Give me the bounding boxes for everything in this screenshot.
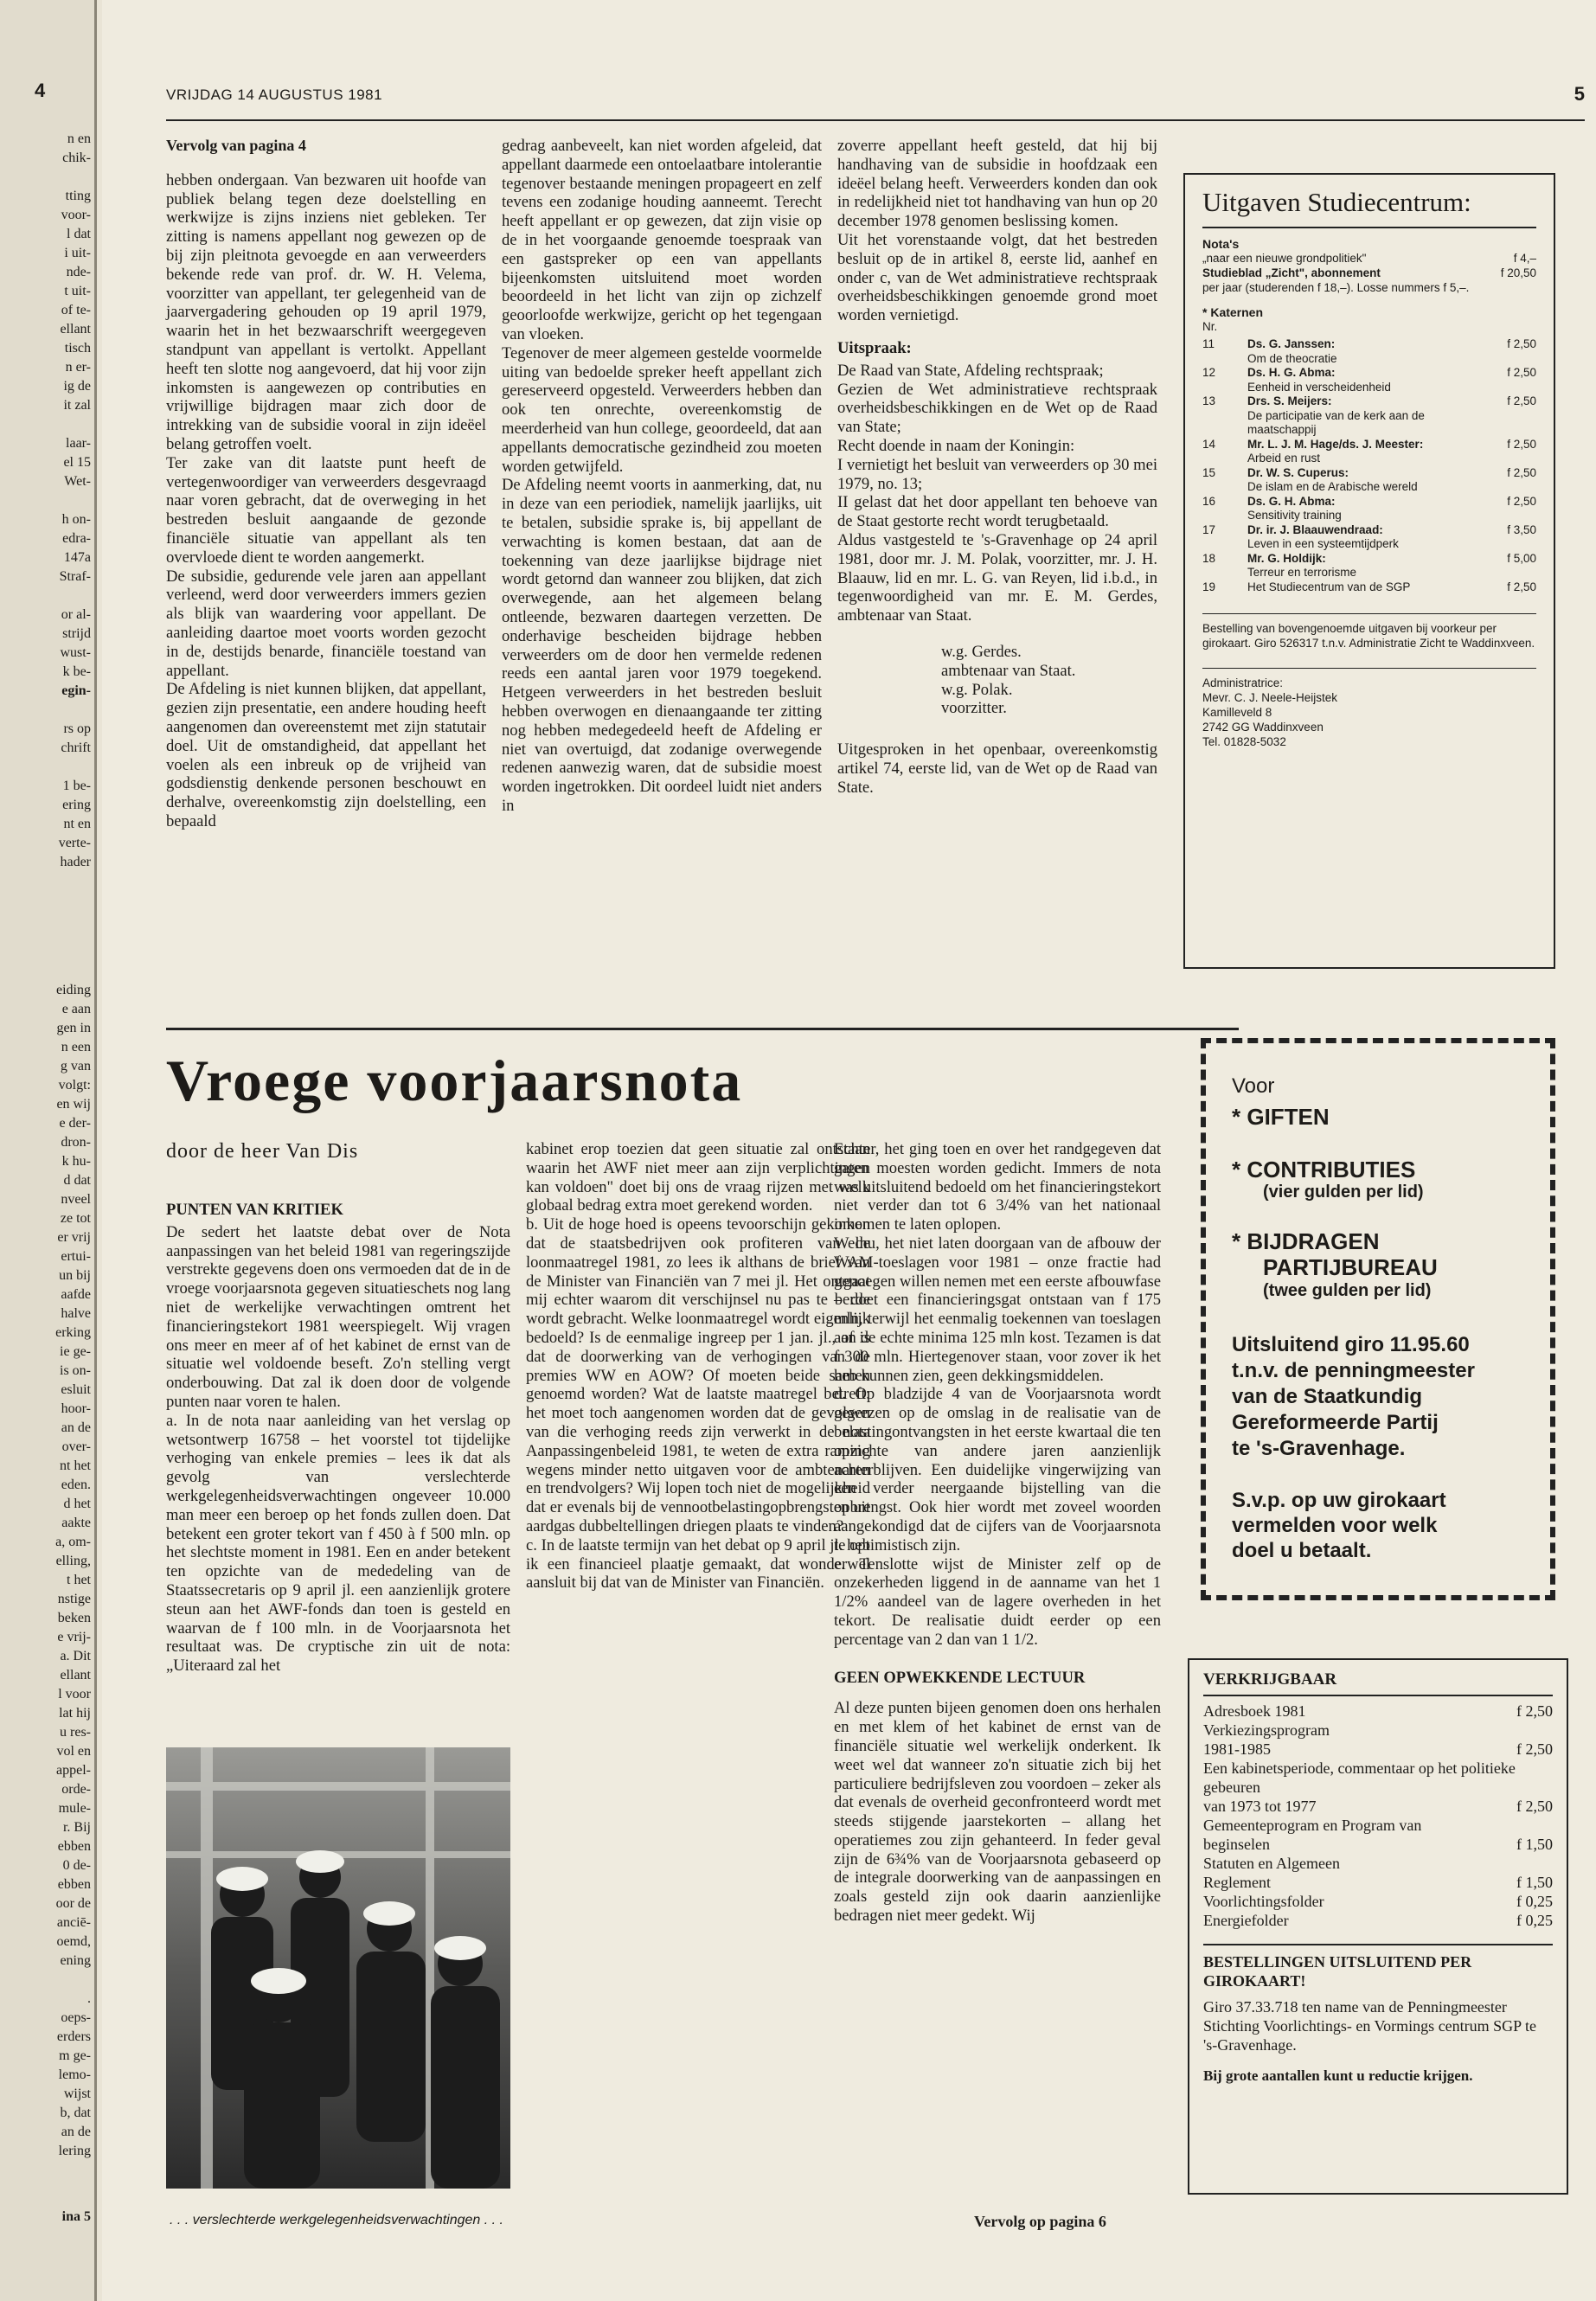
giro-line: van de Staatkundig xyxy=(1232,1385,1423,1408)
previous-page-fragment: n er- xyxy=(65,360,91,375)
publication-item xyxy=(1203,1797,1553,1816)
katern-number: 17 xyxy=(1202,522,1216,536)
publication-label: Gemeenteprogram en Program van xyxy=(1203,1817,1422,1834)
katernen-table xyxy=(1202,337,1536,594)
katern-title: Arbeid en rust xyxy=(1247,452,1321,465)
signature-line: voorzitter. xyxy=(941,699,1007,718)
previous-page-fragment: lemo- xyxy=(58,2067,91,2082)
paragraph: e. Tenslotte wijst de Minister zelf op de onzekerheden liggend in de aanname van het 1 1/2% aandeel van de lagere overheden in het tekort. De realisatie duidt eerder op een percentage van 2 dan van 1 1/2. xyxy=(834,1554,1161,1649)
previous-page-fragment: nt het xyxy=(60,1458,91,1473)
katern-number: 15 xyxy=(1202,465,1216,479)
publication-label: Adresboek 1981 xyxy=(1203,1702,1306,1720)
main-article-col-2 xyxy=(526,1140,870,1593)
katern-description xyxy=(1247,552,1476,580)
previous-page-footer: ina 5 xyxy=(61,2209,91,2224)
katern-row xyxy=(1202,580,1536,595)
previous-page-fragment: egin- xyxy=(61,683,91,698)
katern-description xyxy=(1247,466,1476,495)
nota-price: f 4,– xyxy=(1513,252,1536,265)
section-divider xyxy=(166,1028,1239,1030)
previous-page-fragment: tisch xyxy=(64,341,91,356)
katern-author: Mr. G. Holdijk: xyxy=(1247,551,1326,565)
paragraph: De subsidie, gedurende vele jaren aan appellant verleend, werd door verweerders immers gezien als blijk van waardering voor appellant. De aanleiding daartoe moet voorts worden gezocht in de, destijds benarde, financiële toestand van appellant. xyxy=(166,567,486,680)
katern-row xyxy=(1202,552,1536,580)
nota-item xyxy=(1202,251,1536,266)
publication-label: Verkiezingsprogram xyxy=(1203,1721,1330,1739)
katern-number: 18 xyxy=(1202,551,1216,565)
paragraph: De sedert het laatste debat over de Nota aanpassingen van het beleid 1981 van regeringszijde verstrekte gegevens doen ons vermoeden dat de in de vroege voorjaarsnota gegeven situatieschets nog lang niet de werkelijke verwachtingen omtrent het financieringstekort 1981 weerspiegelt. Wij vragen ons meer en meer af of het kabinet de ernst van de situatie wel voldoende beseft. Zo'n stelling vergt onderbouwing. Dat zal ik doen door de volgende punten naar voren te halen. xyxy=(166,1222,510,1411)
previous-page-fragment: t uit- xyxy=(64,284,91,298)
previous-page-fragment: anciē- xyxy=(56,1915,91,1930)
paragraph: Uit het vorenstaande volgt, dat het bestreden besluit op de in artikel 8, eerste lid, aanhef en onder c, van de Wet administratieve rechtspraak overheidsbeschikkingen genoemde grond moet worden vernietigd. xyxy=(837,230,1157,325)
previous-page-fragment: elling, xyxy=(55,1554,91,1568)
header-rule xyxy=(166,119,1585,121)
publications-sidebar xyxy=(1183,173,1555,969)
previous-page-fragment: a, om- xyxy=(55,1535,91,1549)
paragraph: Echter, het ging toen en over het randgegeven dat gaten moesten worden gedicht. Immers de nota was uitsluitend bedoeld om het financieringstekort niet verder dan tot 6 3/4% van het nationaal inkomen te laten oplopen. xyxy=(834,1140,1161,1234)
katern-title: Leven in een systeemtijdperk xyxy=(1247,537,1399,550)
previous-page-fragment: wijst xyxy=(63,2086,91,2101)
publication-item xyxy=(1203,1702,1553,1721)
previous-page-fragment: e der- xyxy=(59,1116,91,1131)
katern-row xyxy=(1202,337,1536,366)
previous-page-fragment: k be- xyxy=(62,664,91,679)
studieblad-price: f 20,50 xyxy=(1500,266,1536,279)
box-intro: Voor xyxy=(1232,1074,1275,1098)
previous-page-fragment: edra- xyxy=(62,531,91,546)
previous-page-fragment: un bij xyxy=(59,1268,91,1283)
publication-item xyxy=(1203,1854,1553,1873)
previous-page-fragment: strijd xyxy=(62,626,91,641)
signature-line: w.g. Gerdes. xyxy=(941,642,1022,661)
paragraph: Welnu, het niet laten doorgaan van de afbouw der WAM-toeslagen voor 1981 – onze fractie had genoegen willen nemen met een eerste afbouwfase – doet een financieringsgat ontstaan van f 175 mln, terwijl het eenmalig toekennen van toeslagen aan de echte minima 125 mln kost. Tezamen is dat f 300 mln. Hiertegenover staan, voor zover ik het heb kunnen zien, geen dekkingsmiddelen. xyxy=(834,1234,1161,1385)
publication-price: f 0,25 xyxy=(1516,1912,1553,1929)
publication-label: 1981-1985 xyxy=(1203,1740,1271,1758)
publication-price: f 2,50 xyxy=(1516,1798,1553,1815)
previous-page-fragment: it zal xyxy=(63,398,91,413)
katern-author: Ds. H. G. Abma: xyxy=(1247,366,1336,379)
section-heading: GEEN OPWEKKENDE LECTUUR xyxy=(834,1668,1086,1687)
studieblad-note: per jaar (studerenden f 18,–). Losse nummers f 5,–. xyxy=(1202,281,1470,294)
katern-number: 19 xyxy=(1202,580,1216,593)
previous-page-fragment: wust- xyxy=(60,645,91,660)
notas-heading: Nota's xyxy=(1202,237,1240,251)
katern-row xyxy=(1202,523,1536,552)
previous-page-fragment: hoor- xyxy=(61,1401,91,1416)
katern-title: Terreur en terrorisme xyxy=(1247,566,1357,579)
top-article-col-1 xyxy=(166,137,486,831)
previous-page-fragment: 1 be- xyxy=(62,779,91,793)
bijdragen-note: (twee gulden per lid) xyxy=(1263,1281,1432,1300)
katern-title: De participatie van de kerk aan de maatschappij xyxy=(1247,408,1425,436)
publication-price: f 0,25 xyxy=(1516,1893,1553,1910)
previous-page-fragment: an de xyxy=(61,1420,91,1435)
katern-title: Het Studiecentrum van de SGP xyxy=(1247,580,1411,593)
paragraph: Aldus vastgesteld te 's-Gravenhage op 24 april 1981, door mr. J. M. Polak, voorzitter, mr. J. H. Blaauw, lid en mr. L. G. van Reyen, lid i.b.d., in tegenwoordigheid van mr. E. M. Gerdes, ambtenaar van Staat. xyxy=(837,530,1157,625)
signature-block xyxy=(941,643,1157,718)
giro-line: Uitsluitend giro 11.95.60 xyxy=(1232,1333,1470,1356)
katern-title: Sensitivity training xyxy=(1247,509,1342,522)
katern-title: De islam en de Arabische wereld xyxy=(1247,480,1418,493)
katern-description xyxy=(1247,366,1476,394)
workers-photo xyxy=(166,1747,510,2189)
previous-page-fragment: orde- xyxy=(61,1782,91,1797)
previous-page-fragment: d dat xyxy=(63,1173,91,1188)
contributies-item: * CONTRIBUTIES xyxy=(1232,1157,1416,1183)
previous-page-fragment: lering xyxy=(58,2144,91,2158)
contributies-note: (vier gulden per lid) xyxy=(1263,1183,1424,1202)
katern-price: f 2,50 xyxy=(1507,580,1536,593)
previous-page-fragment: ertui- xyxy=(61,1249,91,1264)
nota-title: „naar een nieuwe grondpolitiek" xyxy=(1202,252,1367,265)
sidebar-title: Uitgaven Studiecentrum: xyxy=(1202,187,1536,228)
photo-caption: . . . verslechterde werkgelegenheidsverwachtingen . . . xyxy=(170,2213,503,2227)
katern-author: Dr. ir. J. Blaauwendraad: xyxy=(1247,522,1383,536)
paragraph: De Afdeling is niet kunnen blijken, dat appellant, gezien zijn presentatie, een andere houding heeft aangenomen dan overeenstemt met zijn statutair doel. Uit de omstandigheid, dat appellant het voelen als een inbreuk op de vrijheid van godsdienstig denkende personen beschouwt en derhalve, overeenkomstig zijn doelstelling, een bepaald xyxy=(166,680,486,830)
katern-row xyxy=(1202,366,1536,394)
partijbureau-item: PARTIJBUREAU xyxy=(1263,1254,1438,1280)
paragraph: zoverre appellant heeft gesteld, dat hij bij handhaving van de subsidie in hoofdzaak een ideëel belang heeft. Verweerders konden dan ook in redelijkheid niet tot handhaving van hun op 20 december 1978 genomen beslissing komen. xyxy=(837,137,1157,231)
previous-page-fragment: g van xyxy=(60,1059,91,1074)
previous-page-fragment: 147a xyxy=(63,550,91,565)
katern-title: Eenheid in verscheidenheid xyxy=(1247,380,1391,394)
paragraph: d. Op bladzijde 4 van de Voorjaarsnota wordt gewezen op de omslag in de realisatie van de belastingontvangsten in het eerste kwartaal die ten opzichte van andere jaren aanzienlijk achterblijven. Een duidelijke vingerwijzing van een verder neergaande bijstelling van die opbrengst. Ook hier wordt met zoveel woorden aangekondigd dat de cijfers van de Voorjaarsnota te optimistisch zijn. xyxy=(834,1385,1161,1554)
paragraph: Recht doende in naam der Koningin: xyxy=(837,436,1075,455)
svp-line: vermelden voor welk xyxy=(1232,1514,1438,1537)
giro-info xyxy=(1232,1332,1524,1462)
previous-page-fragment: verte- xyxy=(58,836,91,850)
publication-item xyxy=(1203,1759,1553,1797)
publication-item xyxy=(1203,1740,1553,1759)
previous-page-fragment: Straf- xyxy=(59,569,91,584)
discount-note: Bij grote aantallen kunt u reductie krijgen. xyxy=(1203,2067,1473,2084)
signature-line: ambtenaar van Staat. xyxy=(941,661,1076,680)
katern-number: 12 xyxy=(1202,366,1216,379)
katern-number: 11 xyxy=(1202,337,1215,350)
page-number: 5 xyxy=(1574,83,1585,105)
article-headline: Vroege voorjaarsnota xyxy=(166,1048,743,1113)
previous-page-fragment: dron- xyxy=(61,1135,91,1150)
studieblad-title: Studieblad „Zicht", abonnement xyxy=(1202,266,1381,279)
page-date: VRIJDAG 14 AUGUSTUS 1981 xyxy=(166,87,383,103)
previous-page-fragment: over- xyxy=(61,1439,91,1454)
admin-line: Tel. 01828-5032 xyxy=(1202,735,1286,748)
katern-price: f 5,00 xyxy=(1507,551,1536,565)
paragraph: a. In de nota naar aanleiding van het verslag op wetsontwerp 16758 – het voorstel tot tijdelijke verhoging van enkele premies – lees ik dat als gevolg van verslechterde werkgelegenheidsverwachtingen ongeveer 10.000 man meer een beroep op het fonds zullen doen. Dat betekent een groter tekort van f 450 à f 500 mln. op het slechtste moment in 1981. Een en ander betekent ten opzichte van de mededeling van de Staatssecretaris op 9 april jl. een aanzienlijk grotere steun aan het AWF-fonds dan toen is gesteld en waarvan de f 100 mln. in de Voorjaarsnota het resultaat was. De cryptische zin uit de nota: „Uiteraard zal het xyxy=(166,1411,510,1676)
paragraph: II gelast dat het door appellant ten behoeve van de Staat gestorte recht wordt terugbetaald. xyxy=(837,493,1157,531)
katern-author: Ds. G. Janssen: xyxy=(1247,337,1336,350)
previous-page-fragment: en wij xyxy=(56,1097,91,1112)
paragraph: Ter zake van dit laatste punt heeft de vertegenwoordiger van verweerders desgevraagd naar voren gebracht, dat de overweging in het bestreden besluit aangaande de gezonde financiële situatie van appellant als ten overvloede dient te worden aangemerkt. xyxy=(166,453,486,567)
previous-page-fragment: nt en xyxy=(63,817,91,831)
previous-page-fragment: erders xyxy=(56,2029,91,2044)
previous-page-fragment: t het xyxy=(67,1573,91,1587)
giro-line: te 's-Gravenhage. xyxy=(1232,1437,1406,1460)
previous-page-fragment: oemd, xyxy=(56,1934,91,1949)
previous-page-fragment: Wet- xyxy=(64,474,91,489)
previous-page-fragment: u res- xyxy=(60,1725,91,1740)
katern-author: Drs. S. Meijers: xyxy=(1247,394,1332,407)
admin-line: Kamilleveld 8 xyxy=(1202,706,1272,719)
continued-from-label: Vervolg van pagina 4 xyxy=(166,137,306,154)
katern-number: 16 xyxy=(1202,494,1216,508)
previous-page-fragment: halve xyxy=(61,1306,91,1321)
previous-page-fragment: mule- xyxy=(58,1801,91,1816)
previous-page-fragment: h on- xyxy=(61,512,91,527)
katern-number: 13 xyxy=(1202,394,1216,407)
previous-page-fragment: ig de xyxy=(63,379,91,394)
previous-page-fragment: . xyxy=(87,1991,91,2006)
previous-page-fragment: hader xyxy=(60,855,91,869)
previous-page-fragment: n een xyxy=(61,1040,91,1054)
previous-page-fragment: gen in xyxy=(56,1021,91,1035)
previous-page-fragment: ebben xyxy=(57,1877,91,1892)
admin-line: Mevr. C. J. Neele-Heijstek xyxy=(1202,691,1338,704)
paragraph: Tegenover de meer algemeen gestelde voormelde uiting van bedoelde spreker heeft appellant zich gereserveerd opgesteld. Verweerders hebben dan ook ten onrechte, overeenkomstig de meerderheid van hun college, geoordeeld, dat aan appellants democratische gezindheid zou moeten worden getwijfeld. xyxy=(502,343,822,476)
previous-page-fragment: oeps- xyxy=(61,2010,91,2025)
katern-author: Dr. W. S. Cuperus: xyxy=(1247,465,1349,479)
katern-description xyxy=(1247,394,1476,438)
section-heading: Uitspraak: xyxy=(837,338,912,357)
continued-on-label: Vervolg op pagina 6 xyxy=(974,2213,1106,2230)
previous-page-fragment: ze tot xyxy=(60,1211,91,1226)
publication-price: f 2,50 xyxy=(1516,1702,1553,1720)
previous-page-fragment: rs op xyxy=(63,721,91,736)
previous-page-fragment: chrift xyxy=(61,740,91,755)
order-note: Bestelling van bovengenoemde uitgaven bij voorkeur per girokaart. Giro 526317 t.n.v. Administratie Zicht te Waddinxveen. xyxy=(1202,613,1536,651)
previous-page-fragment: m ge- xyxy=(59,2048,91,2063)
previous-page-fragment: oor de xyxy=(55,1896,91,1911)
publication-label: Energiefolder xyxy=(1203,1912,1289,1929)
svp-line: S.v.p. op uw girokaart xyxy=(1232,1489,1446,1512)
previous-page-fragment: nstige xyxy=(57,1592,91,1606)
previous-page-fragment: chik- xyxy=(62,151,91,165)
previous-page-fragment: k hu- xyxy=(61,1154,91,1169)
previous-page-fragment: e vrij- xyxy=(57,1630,91,1644)
previous-page-fragment: er vrij xyxy=(57,1230,91,1245)
publication-item xyxy=(1203,1835,1553,1854)
paragraph: c. In de laatste termijn van het debat op 9 april jl. heb ik een financieel plaatje gemaakt, dat wonderwel aansluit bij dat van de Minister van Financiën. xyxy=(526,1535,870,1593)
previous-page-fragment: ering xyxy=(62,798,91,812)
admin-line: 2742 GG Waddinxveen xyxy=(1202,721,1324,734)
katern-price: f 2,50 xyxy=(1507,437,1536,451)
previous-page-fragment: e aan xyxy=(61,1002,91,1016)
previous-page-fragment: a. Dit xyxy=(60,1649,91,1663)
katern-price: f 2,50 xyxy=(1507,465,1536,479)
publication-price: f 2,50 xyxy=(1516,1740,1553,1758)
previous-page-fragment: ebben xyxy=(57,1839,91,1854)
publication-list xyxy=(1203,1702,1553,1930)
previous-page-fragment: i uit- xyxy=(64,246,91,260)
paragraph: Al deze punten bijeen genomen doen ons herhalen en met klem of het kabinet de ernst van de financiële situatie wel werkelijk onderkent. Ik weet wel dat wanneer zo'n situatie zich bij het particuliere bedrijfsleven zou voordoen – zeker als dat evenals de overheid geconfronteerd wordt met steeds stijgende jaarstekorten – allang het operatiemes zou zijn gehanteerd. In feder geval zijn de 6¾% van de Voorjaarsnota gebaseerd op de integrale doorwerking van de aanpassingen en zoals gesteld zijn ook daarin aanzienlijke bedragen niet meer gedekt. Wij xyxy=(834,1699,1161,1926)
previous-page-fragment: lat hij xyxy=(59,1706,91,1721)
workers-photo-image xyxy=(166,1747,510,2189)
publication-item xyxy=(1203,1721,1553,1740)
bijdragen-item: * BIJDRAGEN xyxy=(1232,1228,1380,1254)
available-publications-box xyxy=(1188,1658,1568,2195)
signature-line: w.g. Polak. xyxy=(941,680,1013,699)
donations-box xyxy=(1201,1038,1555,1600)
previous-page-fragment: laar- xyxy=(66,436,91,451)
previous-page-fragment: ie ge- xyxy=(60,1344,91,1359)
publication-item xyxy=(1203,1911,1553,1930)
top-article-col-3 xyxy=(837,137,1157,798)
previous-page-fragment: eiding xyxy=(56,983,91,997)
page-header xyxy=(166,80,1585,106)
publication-price: f 1,50 xyxy=(1516,1836,1553,1853)
previous-page-fragment: esluit xyxy=(61,1382,91,1397)
order-note: BESTELLINGEN UITSLUITEND PER GIROKAART! xyxy=(1203,1944,1553,1990)
previous-page-fragment: b, dat xyxy=(60,2106,91,2120)
previous-page-fragment: aakte xyxy=(61,1516,91,1530)
previous-page-fragment: eden. xyxy=(61,1477,91,1492)
paragraph: kabinet erop toezien dat geen situatie zal ontstaan waarin het AWF niet meer aan zijn verplichtingen kan voldoen" doet bij ons de vraag rijzen met welk globaal bedrag extra moet gerekend worden. xyxy=(526,1140,870,1215)
giro-line: Gereformeerde Partij xyxy=(1232,1411,1439,1434)
publication-label: Reglement xyxy=(1203,1874,1271,1891)
publication-price: f 1,50 xyxy=(1516,1874,1553,1891)
katern-price: f 2,50 xyxy=(1507,366,1536,379)
previous-page-fragment: vol en xyxy=(56,1744,91,1759)
publication-label: beginselen xyxy=(1203,1836,1270,1853)
katernen-heading: * Katernen xyxy=(1202,305,1264,319)
previous-page-fragment: n en xyxy=(67,131,91,146)
katern-author: Ds. G. H. Abma: xyxy=(1247,494,1336,508)
previous-page-fragment: aafde xyxy=(61,1287,91,1302)
katern-row xyxy=(1202,466,1536,495)
paragraph: gedrag aanbeveelt, kan niet worden afgeleid, dat appellant daarmede een ontoelaatbare intolerantie tegenover bestaande meningen propageert en zelf tevens een zodanige houding aanneemt. Terecht heeft appellant er op gewezen, dat zijn visie op de in het voorgaande genoemde toespraak van een gastspreker op een van appellants bijeenkomsten uitsluitend moet worden beoordeeld in het licht van zijn op zichzelf geoorloofde werkwijze, gericht op het tegengaan van vloeken. xyxy=(502,137,822,343)
katern-description xyxy=(1247,580,1476,595)
admin-address xyxy=(1202,668,1536,749)
svp-line: doel u betaalt. xyxy=(1232,1539,1372,1562)
giro-line: t.n.v. de penningmeester xyxy=(1232,1359,1475,1382)
katern-row xyxy=(1202,394,1536,438)
katern-author: Mr. L. J. M. Hage/ds. J. Meester: xyxy=(1247,437,1424,451)
main-article-col-1 xyxy=(166,1201,510,1676)
previous-page-fragment: or al- xyxy=(61,607,91,622)
katern-number: 14 xyxy=(1202,437,1216,451)
publication-label: van 1973 tot 1977 xyxy=(1203,1798,1317,1815)
previous-page-fragment: d het xyxy=(63,1497,91,1511)
box-title: VERKRIJGBAAR xyxy=(1203,1670,1553,1696)
publication-label: Een kabinetsperiode, commentaar op het politieke gebeuren xyxy=(1203,1759,1516,1796)
previous-page-fragment: erking xyxy=(55,1325,91,1340)
article-byline: door de heer Van Dis xyxy=(166,1140,359,1163)
katern-description xyxy=(1247,337,1476,366)
publication-label: Voorlichtingsfolder xyxy=(1203,1893,1324,1910)
svp-note xyxy=(1232,1488,1524,1563)
previous-page-fragment: nveel xyxy=(61,1192,91,1207)
katern-row xyxy=(1202,438,1536,466)
katern-price: f 2,50 xyxy=(1507,394,1536,407)
newspaper-page xyxy=(102,0,1596,2301)
katern-description xyxy=(1247,438,1476,466)
paragraph: De Afdeling neemt voorts in aanmerking, dat, nu in deze van een periodiek, namelijk jaarlijks, uit te betalen, subsidie sprake is, bij appellant de verwachting is komen bestaan, dat aan de toekenning van deze jaarlijkse bijdrage niet wordt getornd dan wanneer zou blijken, dat zich overwegende, aan het algemeen belang ontleende, bezwaren daartegen verzetten. De onderhavige bescheiden bijdrage hebben verweerders om de door hen vermelde redenen reeds een aantal jaren voor 1979 toegekend. Hetgeen verweerders in het bestreden besluit hebben overwogen en dienaangaande ter zitting nog hebben medegedeeld heeft de Afdeling er niet van overtuigd, dat zodanige overwegende redenen aanwezig waren, dat de subsidie moest worden ingetrokken. Dit oordeel luidt niet anders in xyxy=(502,476,822,815)
previous-page-fragment: voor- xyxy=(61,208,91,222)
previous-page-fragment: l voor xyxy=(58,1687,91,1702)
previous-page-edge xyxy=(0,0,97,2301)
previous-page-fragment: ellant xyxy=(60,322,91,336)
previous-page-fragment: is on- xyxy=(60,1363,91,1378)
nr-label: Nr. xyxy=(1202,320,1218,333)
publication-label: Statuten en Algemeen xyxy=(1203,1855,1340,1872)
giro-info: Giro 37.33.718 ten name van de Penningmeester Stichting Voorlichtings- en Vormings centrum SGP te 's-Gravenhage. xyxy=(1203,1998,1537,2054)
previous-page-fragment: an de xyxy=(61,2125,91,2139)
publication-item xyxy=(1203,1873,1553,1892)
previous-page-fragment: beken xyxy=(57,1611,91,1625)
previous-page-fragment: of te- xyxy=(61,303,91,317)
paragraph: Gezien de Wet administratieve rechtspraak overheidsbeschikkingen en de Wet op de Raad van State; xyxy=(837,380,1157,437)
previous-page-fragment: appel- xyxy=(56,1763,91,1778)
previous-page-fragment: ening xyxy=(60,1953,91,1968)
paragraph: I vernietigt het besluit van verweerders op 30 mei 1979, no. 13; xyxy=(837,455,1157,493)
katern-title: Om de theocratie xyxy=(1247,351,1337,365)
previous-page-fragment: el 15 xyxy=(63,455,91,470)
previous-page-fragment: r. Bij xyxy=(62,1820,91,1835)
previous-page-number: 4 xyxy=(35,80,46,101)
publication-item xyxy=(1203,1816,1553,1835)
main-article-col-3 xyxy=(834,1140,1161,1926)
previous-page-fragment: 0 de- xyxy=(62,1858,91,1873)
section-heading: PUNTEN VAN KRITIEK xyxy=(166,1201,343,1219)
katern-description xyxy=(1247,523,1476,552)
previous-page-fragment: tting xyxy=(65,189,91,203)
previous-page-fragment: ellant xyxy=(60,1668,91,1682)
katern-price: f 3,50 xyxy=(1507,522,1536,536)
katern-description xyxy=(1247,495,1476,523)
previous-page-fragment: volgt: xyxy=(58,1078,91,1093)
paragraph: b. Uit de hoge hoed is opeens tevoorschijn gekomen dat de staatsbedrijven ook profiteren van de loonmaatregel 1981, zo lees ik althans de brief van de Minister van Financiën van 7 mei jl. Het ontgaat mij echter waarom dit verschijnsel nu pas te berde wordt gebracht. Welke loonmaatregel wordt eigenlijk bedoeld? Is de eenmalige ingreep per 1 jan. jl., of is dat de doorwerking van de verhogingen van de premies WW en AOW? Of moeten beide samen genoemd worden? Wat de laatste maatregel betreft: het moet toch aangenomen worden dat de gevolgen van die verhoging reeds zijn verwerkt in de nota Aanpassingenbeleid 1981, te weten de extra raming wegens minder netto uitgaven voor de ambtenaren en trendvolgers? Wij lopen toch niet de mogelijkheid dat er evenals bij de vennootbelastingopbrengsten uit aardgas dubbeltellingen driegen plaats te vinden? xyxy=(526,1215,870,1535)
katern-row xyxy=(1202,495,1536,523)
paragraph: hebben ondergaan. Van bezwaren uit hoofde van publiek belang tegen deze doelstelling en werkwijze is zijns inziens niet gebleken. Ter zitting is namens appellant nog gewezen op de bij zijn pleitnota gevoegde en aan verweerders bekende rede van prof. dr. W. H. Velema, voorzitter van appellant, ter gelegenheid van de jaarvergadering gehouden op 19 april 1979, waarin het in het bezwaarschrift weergegeven standpunt van appellant is vertolkt. Appellant heeft ten slotte nog aangevoerd, dat hij voor zijn inkomsten is aangewezen op contributies en vrijwillige bijdragen maar zich door de intrekking van de subsidie vooral in zijn ideëel belang getroffen voelt. xyxy=(166,170,486,453)
paragraph: Uitgesproken in het openbaar, overeenkomstig artikel 74, eerste lid, van de Wet op de Raad van State. xyxy=(837,740,1157,797)
katern-price: f 2,50 xyxy=(1507,494,1536,508)
previous-page-fragment: nde- xyxy=(66,265,91,279)
admin-line: Administratrice: xyxy=(1202,676,1284,689)
studieblad-item xyxy=(1202,266,1536,280)
publication-item xyxy=(1203,1892,1553,1911)
giften-item: * GIFTEN xyxy=(1232,1104,1330,1130)
katern-price: f 2,50 xyxy=(1507,337,1536,350)
previous-page-fragment: l dat xyxy=(67,227,91,241)
paragraph: De Raad van State, Afdeling rechtspraak; xyxy=(837,361,1104,380)
top-article-col-2 xyxy=(502,137,822,816)
